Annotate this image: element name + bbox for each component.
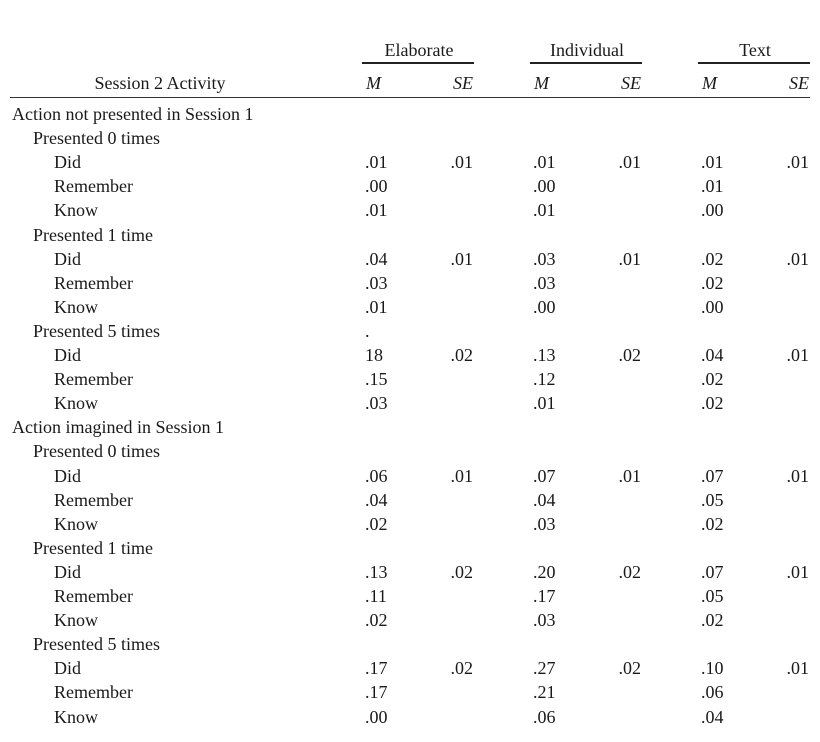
cell-text-m: .05 (701, 490, 724, 510)
cell-individual-m: .13 (533, 345, 556, 365)
cell-text-se: .01 (786, 658, 809, 678)
cell-elaborate-m: . (365, 321, 370, 341)
cell-individual-m: .07 (533, 466, 556, 486)
cell-text-se: .01 (786, 249, 809, 269)
header-rule (10, 97, 810, 98)
group-rule-elaborate (362, 62, 474, 64)
row-label: Know (54, 393, 98, 413)
cell-elaborate-m: .00 (365, 707, 388, 727)
col-header-individual-se: SE (621, 73, 641, 93)
col-header-individual-m: M (534, 73, 549, 93)
cell-individual-m: .17 (533, 586, 556, 606)
cell-individual-m: .04 (533, 490, 556, 510)
row-label: Remember (54, 586, 133, 606)
row-label: Did (54, 562, 81, 582)
cell-text-m: .02 (701, 273, 724, 293)
cell-elaborate-se: .02 (450, 345, 473, 365)
cell-text-m: .02 (701, 249, 724, 269)
row-label: Remember (54, 490, 133, 510)
subgroup-label: Presented 5 times (33, 321, 160, 341)
cell-text-m: .07 (701, 562, 724, 582)
col-header-text-se: SE (789, 73, 809, 93)
cell-text-m: .02 (701, 369, 724, 389)
row-label: Remember (54, 176, 133, 196)
cell-individual-m: .00 (533, 176, 556, 196)
cell-text-m: .06 (701, 682, 724, 702)
cell-elaborate-m: .17 (365, 682, 388, 702)
cell-individual-se: .01 (618, 152, 641, 172)
cell-individual-se: .02 (618, 345, 641, 365)
cell-elaborate-m: .04 (365, 490, 388, 510)
cell-text-m: .10 (701, 658, 724, 678)
cell-text-m: .05 (701, 586, 724, 606)
row-label: Remember (54, 273, 133, 293)
col-header-elaborate-se: SE (453, 73, 473, 93)
cell-individual-se: .01 (618, 249, 641, 269)
cell-elaborate-m: .15 (365, 369, 388, 389)
row-label: Did (54, 466, 81, 486)
row-label: Remember (54, 369, 133, 389)
cell-individual-m: .20 (533, 562, 556, 582)
cell-text-m: .07 (701, 466, 724, 486)
cell-individual-m: .00 (533, 297, 556, 317)
group-header-individual: Individual (550, 40, 624, 60)
cell-elaborate-m: .17 (365, 658, 388, 678)
cell-elaborate-se: .01 (450, 152, 473, 172)
cell-individual-m: .01 (533, 393, 556, 413)
cell-elaborate-m: .06 (365, 466, 388, 486)
cell-elaborate-m: .00 (365, 176, 388, 196)
group-rule-individual (530, 62, 642, 64)
row-label-header: Session 2 Activity (94, 73, 226, 93)
cell-individual-se: .02 (618, 658, 641, 678)
cell-text-m: .02 (701, 610, 724, 630)
col-header-elaborate-m: M (366, 73, 381, 93)
col-header-text-m: M (702, 73, 717, 93)
cell-individual-se: .02 (618, 562, 641, 582)
row-label: Did (54, 152, 81, 172)
row-label: Did (54, 249, 81, 269)
cell-elaborate-m: .11 (365, 586, 387, 606)
cell-elaborate-m: .04 (365, 249, 388, 269)
subgroup-label: Presented 0 times (33, 128, 160, 148)
cell-individual-m: .03 (533, 514, 556, 534)
group-rule-text (698, 62, 810, 64)
cell-individual-m: .06 (533, 707, 556, 727)
cell-individual-m: .27 (533, 658, 556, 678)
cell-text-m: .02 (701, 514, 724, 534)
cell-individual-m: .21 (533, 682, 556, 702)
cell-text-m: .00 (701, 297, 724, 317)
cell-elaborate-m: .01 (365, 297, 388, 317)
cell-elaborate-m: .02 (365, 610, 388, 630)
row-label: Did (54, 658, 81, 678)
cell-text-m: .00 (701, 200, 724, 220)
cell-elaborate-m: .01 (365, 152, 388, 172)
cell-individual-se: .01 (618, 466, 641, 486)
cell-individual-m: .01 (533, 152, 556, 172)
section-heading: Action not presented in Session 1 (12, 104, 254, 124)
cell-elaborate-m: .02 (365, 514, 388, 534)
cell-individual-m: .03 (533, 249, 556, 269)
group-header-text: Text (739, 40, 771, 60)
section-heading: Action imagined in Session 1 (12, 417, 224, 437)
cell-text-m: .04 (701, 707, 724, 727)
subgroup-label: Presented 1 time (33, 538, 153, 558)
cell-elaborate-se: .02 (450, 658, 473, 678)
cell-elaborate-m: .03 (365, 393, 388, 413)
cell-elaborate-se: .01 (450, 466, 473, 486)
row-label: Remember (54, 682, 133, 702)
row-label: Know (54, 707, 98, 727)
cell-elaborate-se: .01 (450, 249, 473, 269)
row-label: Know (54, 514, 98, 534)
row-label: Know (54, 297, 98, 317)
cell-text-m: .01 (701, 152, 724, 172)
cell-individual-m: .12 (533, 369, 556, 389)
subgroup-label: Presented 1 time (33, 225, 153, 245)
row-label: Know (54, 200, 98, 220)
row-label: Know (54, 610, 98, 630)
row-label: Did (54, 345, 81, 365)
cell-text-m: .04 (701, 345, 724, 365)
cell-text-m: .01 (701, 176, 724, 196)
subgroup-label: Presented 5 times (33, 634, 160, 654)
cell-text-m: .02 (701, 393, 724, 413)
cell-elaborate-m: .01 (365, 200, 388, 220)
cell-elaborate-m: 18 (365, 345, 383, 365)
cell-text-se: .01 (786, 466, 809, 486)
cell-elaborate-m: .03 (365, 273, 388, 293)
group-header-elaborate: Elaborate (384, 40, 454, 60)
cell-text-se: .01 (786, 562, 809, 582)
cell-text-se: .01 (786, 345, 809, 365)
subgroup-label: Presented 0 times (33, 441, 160, 461)
cell-individual-m: .03 (533, 610, 556, 630)
cell-individual-m: .03 (533, 273, 556, 293)
cell-individual-m: .01 (533, 200, 556, 220)
cell-elaborate-se: .02 (450, 562, 473, 582)
cell-text-se: .01 (786, 152, 809, 172)
cell-elaborate-m: .13 (365, 562, 388, 582)
